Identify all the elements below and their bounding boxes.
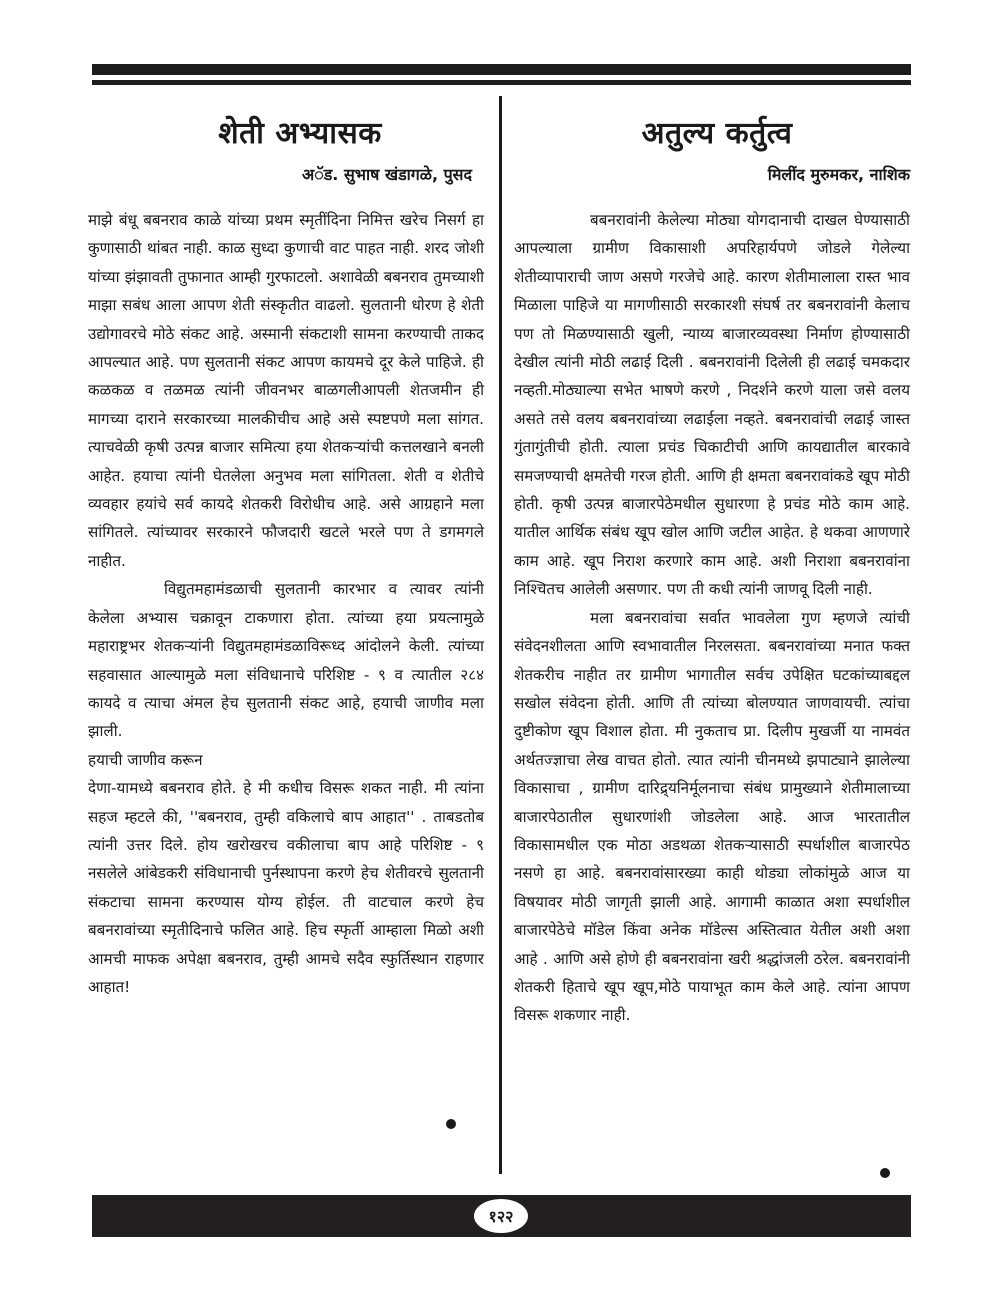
column-divider — [499, 96, 502, 1174]
end-bullet-icon — [880, 1168, 890, 1178]
page-number: १२२ — [474, 1199, 528, 1233]
paragraph: बबनरावांनी केलेल्या मोठ्या योगदानाची दाखल घेण्यासाठी आपल्याला ग्रामीण विकासाशी अपरिहार्यपणे जोडले गेलेल्या शेतीव्यापाराची जाण असणे गरजेचे आहे. कारण शेतीमालाला रास्त भाव मिळाला पाहिजे या मागणीसाठी सरकारशी संघर्ष तर बबनरावांनी केलाच पण तो मिळण्यासाठी खुली, न्याय्य बाजारव्यवस्था निर्माण होण्यासाठी देखील त्यांनी मोठी लढाई दिली . बबनरावांनी दिलेली ही लढाई चमकदार नव्हती.मोठ्याल्या सभेत भाषणे करणे , निदर्शने करणे याला जसे वलय असते तसे वलय बबनरावांच्या लढाईला नव्हते. बबनरावांची लढाई जास्त गुंतागुंतीची होती. त्याला प्रचंड चिकाटीची आणि कायद्यातील बारकावे समजण्याची क्षमतेची गरज होती. आणि ही क्षमता बबनरावांकडे खूप मोठी होती. कृषी उत्पन्न बाजारपेठेमधील सुधारणा हे प्रचंड मोठे काम आहे. यातील आर्थिक संबंध खूप खोल आणि जटील आहेत. हे थकवा आणणारे काम आहे. खूप निराश करणारे काम आहे. अशी निराशा बबनरावांना निश्चितच आलेली असणार. पण ती कधी त्यांनी जाणवू दिली नाही. — [514, 211, 910, 599]
paragraph: हयाची जाणीव करून — [88, 750, 203, 769]
header-rule-thick — [92, 64, 911, 75]
left-article-body — [88, 206, 484, 1001]
header-rule-thin — [92, 80, 911, 85]
right-article — [514, 100, 910, 1025]
right-article-title: अतुल्य कर्तुत्व — [641, 116, 793, 151]
right-article-body — [514, 206, 910, 1030]
paragraph: देणा-यामध्ये बबनराव होते. हे मी कधीच विसरू शकत नाही. मी त्यांना सहज म्हटले की, ''बबनराव, तुम्ही वकिलाचे बाप आहात'' . ताबडतोब त्यांनी उत्तर दिले. होय खरोखरच वकीलाचा बाप आहे परिशिष्ट - ९ नसलेले आंबेडकरी संविधानाची पुर्नस्थापना करणे हेच शेतीवरचे सुलतानी संकटाचा सामना करण्यास योग्य होईल. ती वाटचाल करणे हेच बबनरावांच्या स्मृतीदिनाचे फलित आहे. हिच स्फृर्ती आम्हाला मिळो अशी आमची माफक अपेक्षा बबनराव, तुम्ही आमचे सदैव स्फुर्तिस्थान राहणार आहात! — [88, 779, 484, 996]
left-article — [88, 100, 484, 996]
left-article-author: अॅड. सुभाष खंडागळे, पुसद — [302, 165, 472, 184]
right-article-author: मिलींद मुरुमकर, नाशिक — [767, 165, 910, 184]
paragraph: विद्युतमहामंडळाची सुलतानी कारभार व त्यावर त्यांनी केलेला अभ्यास चक्रावून टाकणारा होता. त्यांच्या हया प्रयत्नामुळे महाराष्ट्रभर शेतकऱ्यांनी विद्युतमहामंडळाविरूध्द आंदोलने केली. त्यांच्या सहवासात आल्यामुळे मला संविधानाचे परिशिष्ट - ९ व त्यातील २८४ कायदे व त्याचा अंमल हेच सुलतानी संकट आहे, हयाची जाणीव मला झाली. — [88, 580, 484, 741]
end-bullet-icon — [446, 1119, 456, 1129]
paragraph: मला बबनरावांचा सर्वात भावलेला गुण म्हणजे त्यांची संवेदनशीलता आणि स्वभावातील निरलसता. बबनरावांच्या मनात फक्त शेतकरीच नाहीत तर ग्रामीण भागातील सर्वच उपेक्षित घटकांच्याबद्दल सखोल संवेदना होती. आणि ती त्यांच्या बोलण्यात जाणवायची. त्यांचा दुष्टीकोण खूप विशाल होता. मी नुकताच प्रा. दिलीप मुखर्जी या नामवंत अर्थतज्ज्ञाचा लेख वाचत होतो. त्यात त्यांनी चीनमध्ये झपाट्याने झालेल्या विकासाचा , ग्रामीण दारिद्र्यनिर्मूलनाचा संबंध प्रामुख्याने शेतीमालाच्या बाजारपेठातील सुधारणांशी जोडलेला आहे. आज भारतातील विकासामधील एक मोठा अडथळा शेतकऱ्यासाठी स्पर्धाशील बाजारपेठ नसणे हा आहे. बबनरावांसारख्या काही थोड्या लोकांमुळे आज या विषयावर मोठी जागृती झाली आहे. आगामी काळात अशा स्पर्धाशील बाजारपेठेचे मॉडेल किंवा अनेक मॉडेल्स अस्तित्वात येतील अशी अशा आहे . आणि असे होणे ही बबनरावांना खरी श्रद्धांजली ठरेल. बबनरावांनी शेतकरी हिताचे खूप खूप,मोठे पायाभूत काम केले आहे. त्यांना आपण विसरू शकणार नाही. — [514, 608, 910, 1025]
left-article-title: शेती अभ्यासक — [218, 116, 382, 151]
paragraph: माझे बंधू बबनराव काळे यांच्या प्रथम स्मृतींदिना निमित्त खरेच निसर्ग हा कुणासाठी थांबत नाही. काळ सुध्दा कुणाची वाट पाहत नाही. शरद जोशी यांच्या झंझावती तुफानात आम्ही गुरफाटलो. अशावेळी बबनराव तुमच्याशी माझा सबंध आला आपण शेती संस्कृतीत वाढलो. सुलतानी धोरण हे शेती उद्योगावरचे मोठे संकट आहे. अस्मानी संकटाशी सामना करण्याची ताकद आपल्यात आहे. पण सुलतानी संकट आपण कायमचे दूर केले पाहिजे. ही कळकळ व तळमळ त्यांनी जीवनभर बाळगलीआपली शेतजमीन ही मागच्या दाराने सरकारच्या मालकीचीच आहे असे स्पष्टपणे मला सांगत. त्याचवेळी कृषी उत्पन्न बाजार समित्या हया शेतकऱ्यांची कत्तलखाने बनली आहेत. हयाचा त्यांनी घेतलेला अनुभव मला सांगितला. शेती व शेतीचे व्यवहार हयांचे सर्व कायदे शेतकरी विरोधीच आहे. असे आग्रहाने मला सांगितले. त्यांच्यावर सरकारने फौजदारी खटले भरले पण ते डगमगले नाहीत. — [88, 211, 484, 570]
